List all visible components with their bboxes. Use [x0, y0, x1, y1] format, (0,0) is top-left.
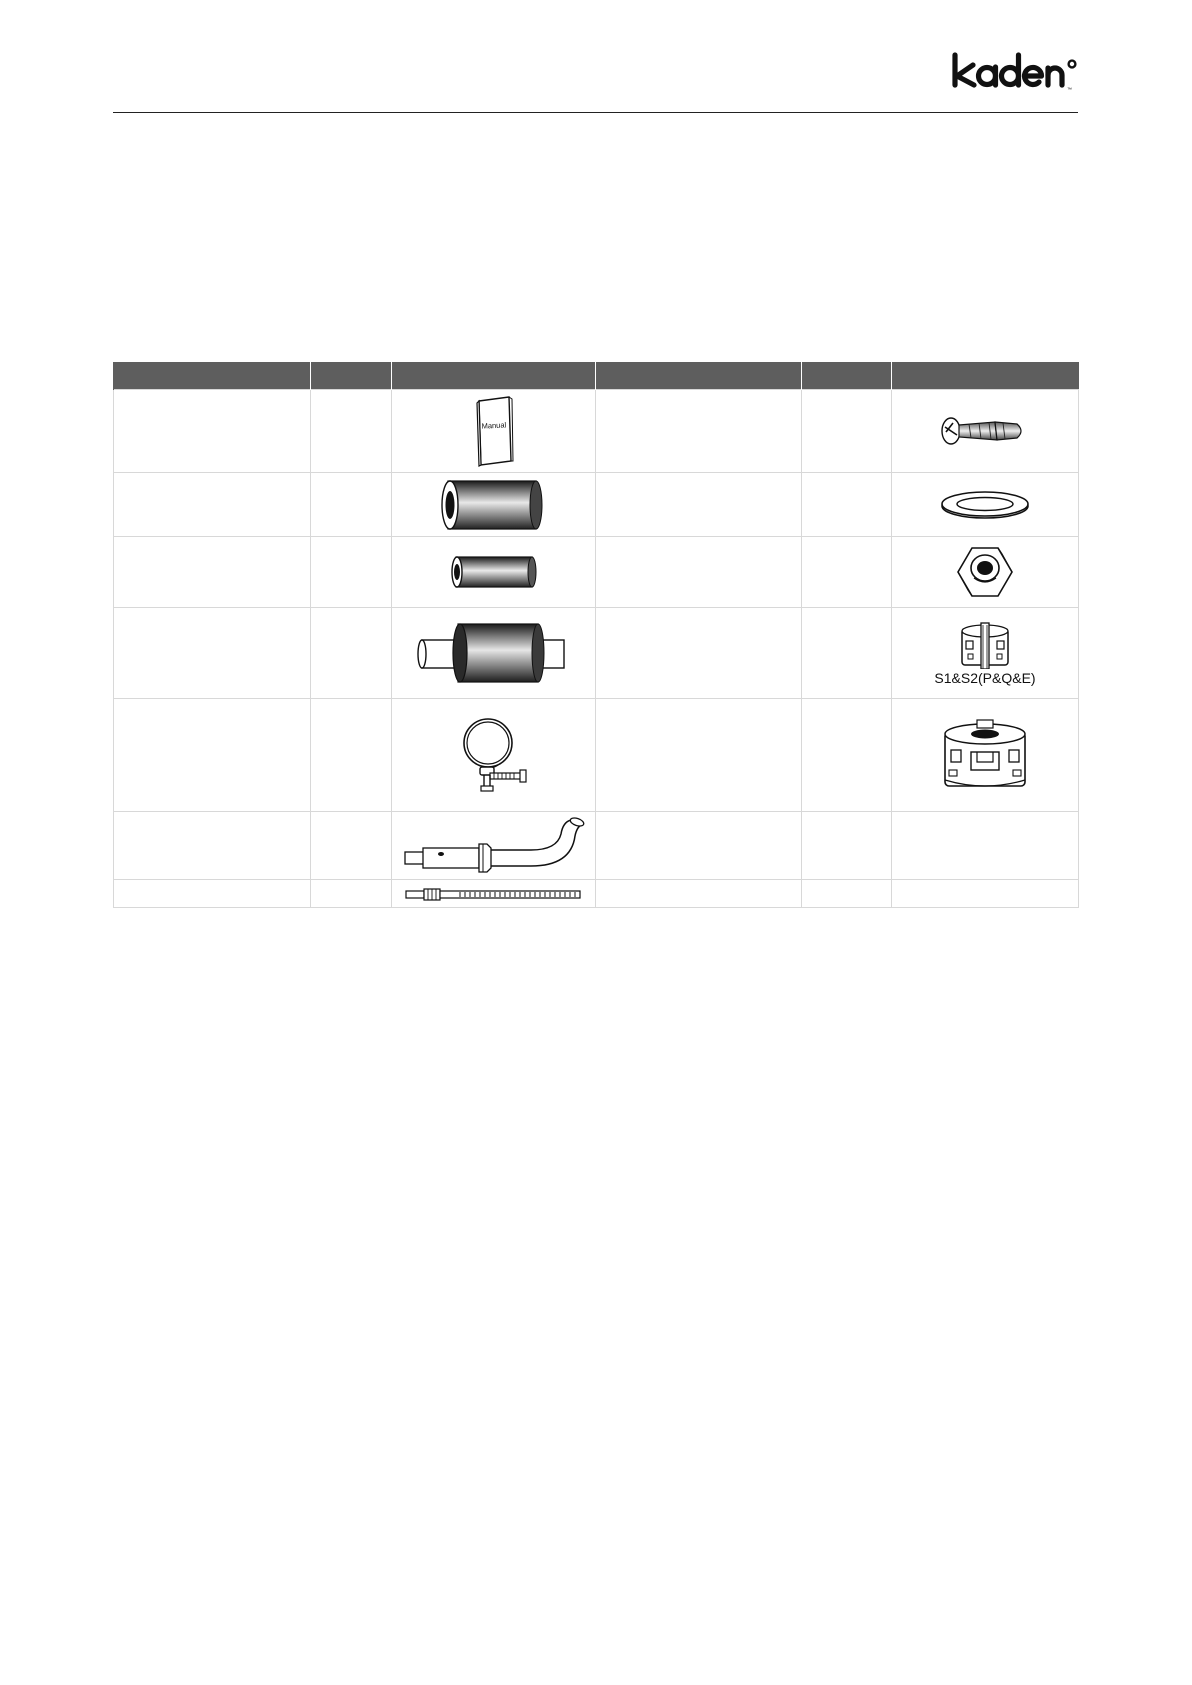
- insulation-tube-small-icon: [448, 552, 540, 592]
- table-row: [114, 473, 1079, 537]
- manual-icon: [471, 395, 517, 467]
- kaden-logo: [950, 48, 1080, 94]
- table-cell: [114, 473, 311, 537]
- magnetic-ring-large-icon: [937, 718, 1033, 792]
- table-cell: [596, 880, 802, 908]
- hose-clamp-icon: [454, 713, 534, 797]
- table-cell: [802, 608, 892, 699]
- svg-text:Manual: Manual: [480, 420, 506, 431]
- table-cell: [392, 880, 596, 908]
- table-cell: [596, 473, 802, 537]
- expansion-screw-icon: [937, 411, 1033, 451]
- table-cell: [311, 812, 392, 880]
- svg-text:™: ™: [1067, 87, 1072, 93]
- magnetic-ring-caption: S1&S2(P&Q&E): [934, 669, 1036, 686]
- table-cell: [596, 537, 802, 608]
- table-cell: [311, 537, 392, 608]
- accessories-table: [113, 362, 1079, 908]
- table-cell: [802, 473, 892, 537]
- table-cell: [114, 537, 311, 608]
- table-cell: [311, 390, 392, 473]
- header-cell: [596, 362, 802, 390]
- insulation-tube-large-icon: [438, 476, 550, 534]
- table-cell: [892, 812, 1079, 880]
- table-cell: [392, 812, 596, 880]
- table-row: [114, 537, 1079, 608]
- table-row: [114, 390, 1079, 473]
- table-cell: [596, 699, 802, 812]
- table-cell: [802, 537, 892, 608]
- flare-nut-icon: [954, 544, 1016, 600]
- magnetic-ring-small-icon: [954, 621, 1016, 669]
- table-cell: [892, 699, 1079, 812]
- table-cell: [311, 608, 392, 699]
- table-row: [114, 608, 1079, 699]
- table-cell: [311, 880, 392, 908]
- table-cell: [311, 473, 392, 537]
- table-cell: [802, 880, 892, 908]
- table-cell: [596, 608, 802, 699]
- header-cell: [802, 362, 892, 390]
- drain-elbow-pipe-icon: [401, 814, 587, 878]
- table-cell: [114, 812, 311, 880]
- table-cell: [114, 608, 311, 699]
- header-cell: [892, 362, 1079, 390]
- cable-tie-icon: [404, 887, 584, 901]
- table-cell: [596, 390, 802, 473]
- table-cell: [892, 473, 1079, 537]
- table-cell: [392, 473, 596, 537]
- table-cell: [596, 812, 802, 880]
- seal-ring-icon: [935, 489, 1035, 521]
- table-header-row: [114, 362, 1079, 390]
- table-cell: [892, 390, 1079, 473]
- table-row: [114, 812, 1079, 880]
- table-cell: [802, 699, 892, 812]
- table-cell: [392, 390, 596, 473]
- table-cell: [802, 812, 892, 880]
- table-cell: [392, 608, 596, 699]
- header-cell: [311, 362, 392, 390]
- table-cell: [892, 608, 1079, 699]
- header-cell: [392, 362, 596, 390]
- header-cell: [114, 362, 311, 390]
- table-cell: [311, 699, 392, 812]
- insulated-pipe-joint-icon: [414, 618, 574, 688]
- table-cell: [114, 390, 311, 473]
- table-cell: [114, 880, 311, 908]
- table-cell: [892, 537, 1079, 608]
- table-cell: [392, 537, 596, 608]
- table-cell: [802, 390, 892, 473]
- table-row: [114, 699, 1079, 812]
- table-cell: [392, 699, 596, 812]
- table-cell: [114, 699, 311, 812]
- header-rule: [113, 112, 1078, 113]
- table-cell: [892, 880, 1079, 908]
- table-row: [114, 880, 1079, 908]
